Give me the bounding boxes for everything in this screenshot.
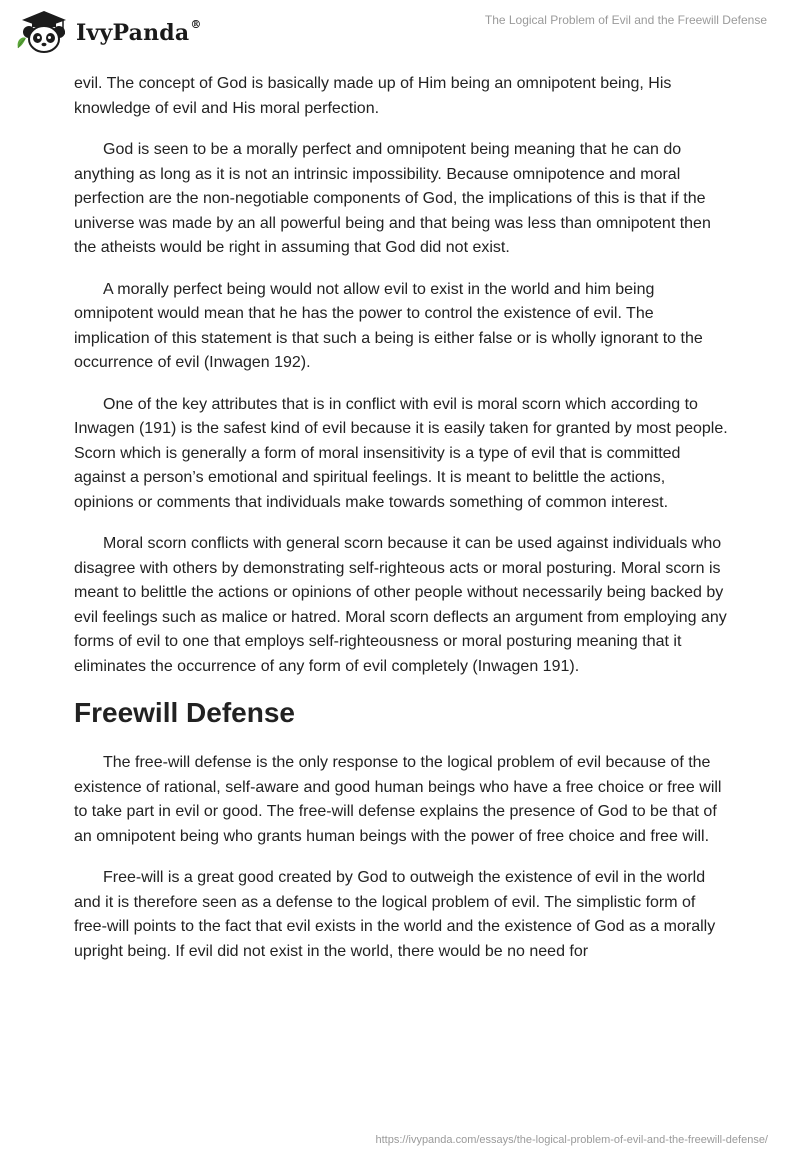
document-title: The Logical Problem of Evil and the Freewill Defense	[484, 13, 767, 27]
paragraph: God is seen to be a morally perfect and omnipotent being meaning that he can do anything as long as it is not an intrinsic impossibility. Because omnipotence and moral perfection are the non-negotiable components of God, the implications of this is that if the universe was made by an all powerful being and that being was less than omnipotent then the atheists would be right in assuming that God did not exist.	[74, 141, 711, 256]
source-url[interactable]: https://ivypanda.com/essays/the-logical-problem-of-evil-and-the-freewill-defense/	[375, 1134, 768, 1146]
paragraph: Moral scorn conflicts with general scorn because it can be used against individuals who disagree with others by demonstrating self-righteous acts or moral posturing. Moral scorn is meant to belittle the actions or opinions of other people without necessarily being backed by evil feelings such as malice or hatred. Moral scorn deflects an argument from employing any forms of evil to one that employs self-righteousness or moral posturing meaning that it eliminates the occurrence of any form of evil completely (Inwagen 191).	[74, 535, 727, 675]
paragraph: Free-will is a great good created by God to outweigh the existence of evil in the world and it is therefore seen as a defense to the logical problem of evil. The simplistic form of free-will points to the fact that evil exists in the world and the existence of God as a morally upright being. If evil did not exist in the world, there would be no need for	[74, 869, 716, 960]
section-heading: Freewill Defense	[74, 697, 295, 728]
essay-content	[74, 72, 728, 981]
paragraph: evil. The concept of God is basically made up of Him being an omnipotent being, His knowledge of evil and His moral perfection.	[74, 75, 672, 117]
paragraph: The free-will defense is the only response to the logical problem of evil because of the existence of rational, self-aware and good human beings who have a free choice or free will to take part in evil or good. The free-will defense explains the presence of God to be that of an omnipotent being who grants human beings with the power of free choice and free will.	[74, 754, 722, 845]
paragraph: One of the key attributes that is in conflict with evil is moral scorn which according to Inwagen (191) is the safest kind of evil because it is easily taken for granted by most people. Scorn which is generally a form of moral insensitivity is a type of evil that is committed against a person’s emotional and spiritual feelings. It is meant to belittle the actions, opinions or comments that individuals make towards something of common interest.	[74, 395, 728, 511]
paragraph: A morally perfect being would not allow evil to exist in the world and him being omnipotent would mean that he has the power to control the existence of evil. The implication of this statement is that such a being is either false or is wholly ignorant to the occurrence of evil (Inwagen 192).	[74, 280, 703, 371]
brand-name: IvyPanda®	[76, 18, 202, 46]
brand-logo[interactable]	[14, 8, 202, 54]
panda-graduation-icon	[14, 8, 72, 54]
page-header	[0, 0, 800, 70]
